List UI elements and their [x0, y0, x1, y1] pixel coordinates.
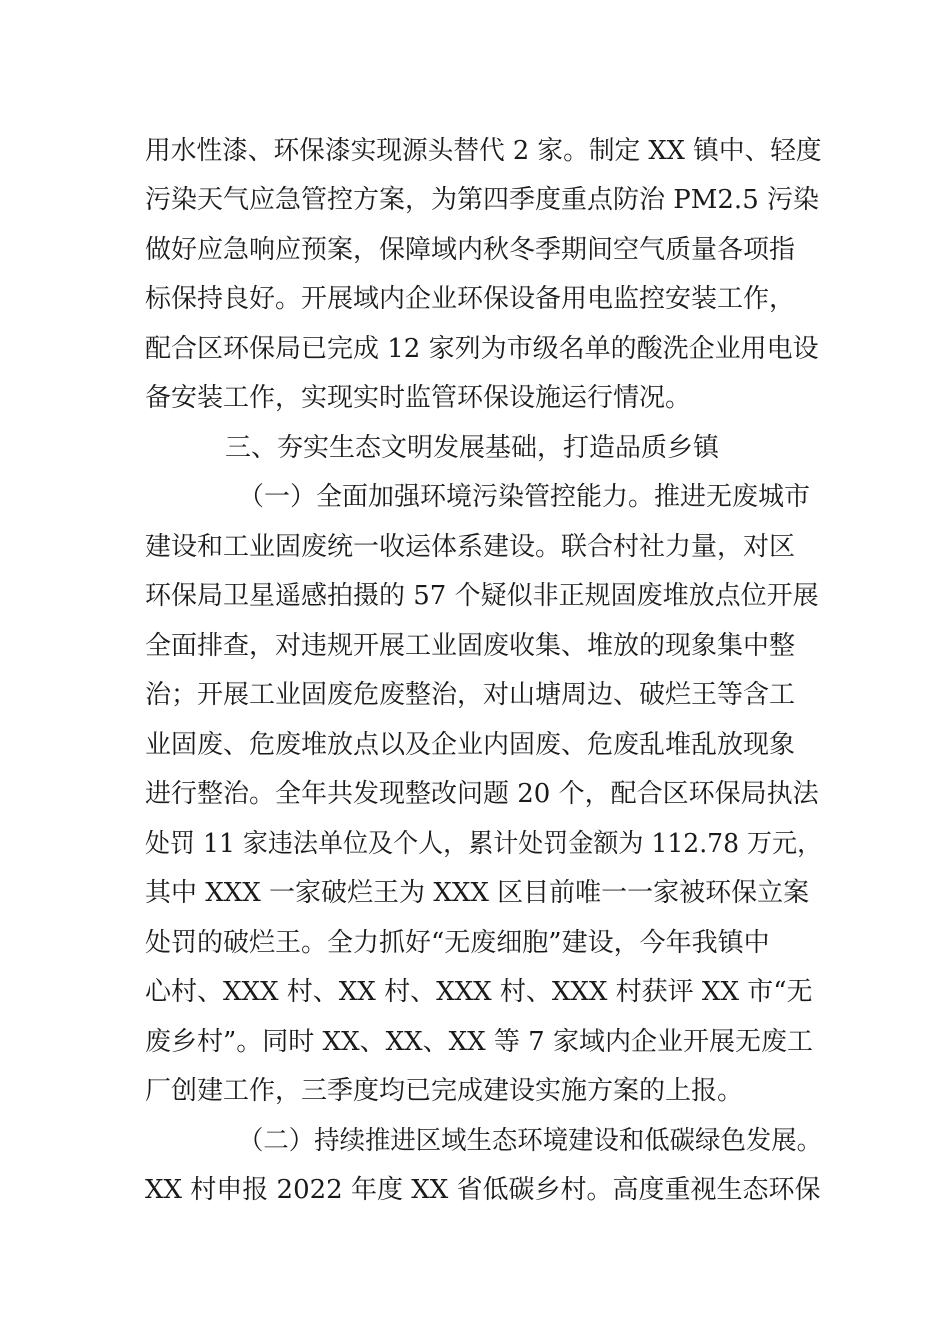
paragraph-line: 废乡村”。同时 XX、XX、XX 等 7 家域内企业开展无废工 [145, 1027, 813, 1057]
paragraph-line: 标保持良好。开展域内企业环保设备用电监控安装工作， [145, 284, 796, 314]
paragraph-line: 做好应急响应预案，保障域内秋冬季期间空气质量各项指 [145, 235, 796, 265]
paragraph-line: 治；开展工业固废危废整治，对山塘周边、破烂王等含工 [145, 680, 796, 710]
paragraph-line: 处罚的破烂王。全力抓好“无废细胞”建设，今年我镇中 [145, 928, 770, 958]
paragraph-line: 用水性漆、环保漆实现源头替代 2 家。制定 XX 镇中、轻度 [145, 136, 822, 166]
paragraph-line: 进行整治。全年共发现整改问题 20 个，配合区环保局执法 [145, 779, 819, 809]
subsection-heading-line: （一）全面加强环境污染管控能力。推进无废城市 [238, 482, 811, 512]
paragraph-line: 处罚 11 家违法单位及个人，累计处罚金额为 112.78 万元， [145, 829, 823, 859]
paragraph-line: 环保局卫星遥感拍摄的 57 个疑似非正规固废堆放点位开展 [145, 581, 819, 611]
paragraph-line: 业固废、危废堆放点以及企业内固废、危废乱堆乱放现象 [145, 730, 796, 760]
paragraph-line: 污染天气应急管控方案，为第四季度重点防治 PM2.5 污染 [145, 185, 819, 215]
paragraph-line: 建设和工业固废统一收运体系建设。联合村社力量，对区 [145, 532, 796, 562]
section-heading: 三、夯实生态文明发展基础，打造品质乡镇 [225, 433, 720, 463]
paragraph-line: 厂创建工作，三季度均已完成建设实施方案的上报。 [145, 1076, 744, 1106]
paragraph-line: 其中 XXX 一家破烂王为 XXX 区目前唯一一家被环保立案 [145, 878, 810, 908]
paragraph-line: 配合区环保局已完成 12 家列为市级名单的酸洗企业用电设 [145, 334, 819, 364]
paragraph-line: XX 村申报 2022 年度 XX 省低碳乡村。高度重视生态环保 [145, 1175, 821, 1205]
paragraph-line: 心村、XXX 村、XX 村、XXX 村、XXX 村获评 XX 市“无 [145, 977, 813, 1007]
subsection-heading-line: （二）持续推进区域生态环境建设和低碳绿色发展。 [238, 1126, 823, 1156]
paragraph-line: 全面排查，对违规开展工业固废收集、堆放的现象集中整 [145, 631, 796, 661]
paragraph-line: 备安装工作，实现实时监管环保设施运行情况。 [145, 383, 692, 413]
